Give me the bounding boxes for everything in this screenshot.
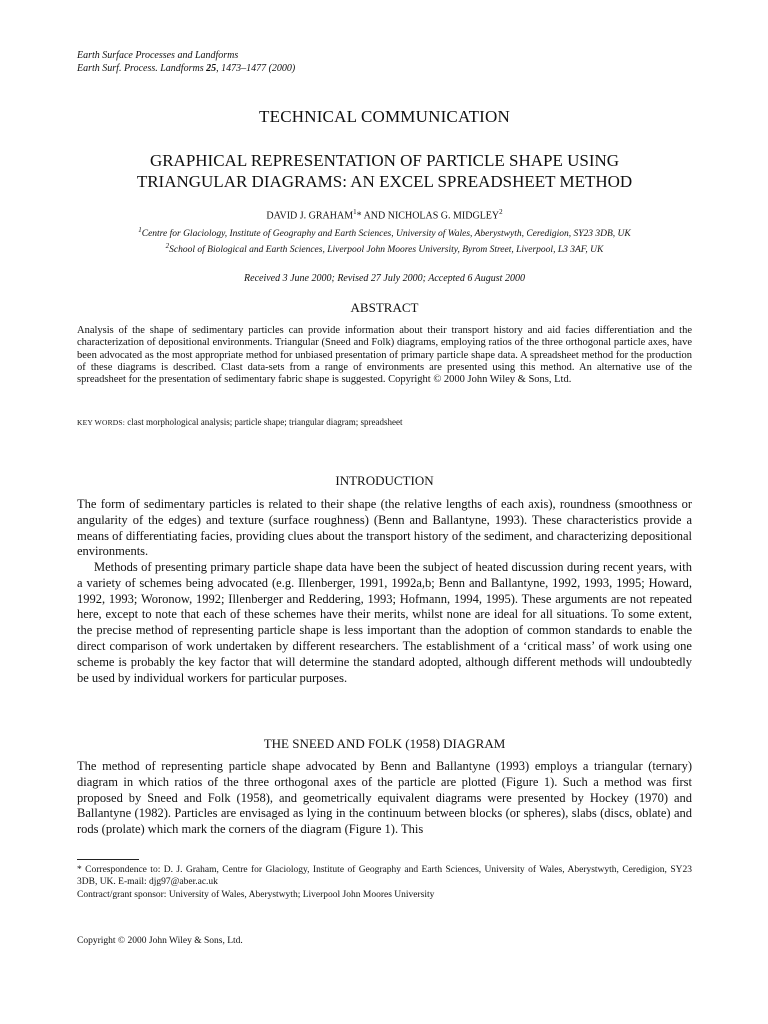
- introduction-paragraph-2: Methods of presenting primary particle shape data have been the subject of heated discussion during recent years, with a variety of schemes being advocated (e.g. Illenberger, 1991, 1992a,b; Benn and Ballantyne, 1992, 1993, 1995; Howard, 1992, 1993; Woronow, 1992; Illenberger and Reddering, 1993; Hofmann, 1994, 1995). These arguments are not repeated here, except to note that each of these schemes have their merits, whilst none are ideal for all situations. To some extent, the precise method of representing particle shape is less important than the adoption of common standards to enable the direct comparison of work undertaken by different researchers. The establishment of a ‘critical mass’ of work using one scheme is probably the key factor that will determine the standard adopted, although different methods will undoubtedly be used by individual workers for particular purposes.: [77, 560, 692, 685]
- title-line-2: TRIANGULAR DIAGRAMS: AN EXCEL SPREADSHEET METHOD: [136, 172, 633, 191]
- copyright-notice: Copyright © 2000 John Wiley & Sons, Ltd.: [77, 936, 243, 946]
- citation-prefix: Earth Surf. Process. Landforms: [77, 63, 204, 74]
- keywords-label: KEY WORDS:: [77, 418, 126, 427]
- author-2: NICHOLAS G. MIDGLEY: [387, 210, 500, 222]
- abstract-text: Analysis of the shape of sedimentary particles can provide information about their transport history and aid facies differentiation and the characterization of depositional environments. Triangular (Sneed and Folk) diagrams, employing ratios of the three orthogonal particle axes, have been advocated as the most appropriate method for unbiased presentation of primary particle shape data. A spreadsheet method for the production of these diagrams is described. Clast data-sets from a range of environments are presented using this method. An alternative use of the spreadsheet for the presentation of sedimentary fabric shape is suggested. Copyright © 2000 John Wiley & Sons, Ltd.: [77, 325, 692, 386]
- author-1-affil-mark: 1: [353, 208, 357, 216]
- keywords: [77, 417, 692, 427]
- affiliation-2-text: School of Biological and Earth Sciences, Liverpool John Moores University, Byrom Street, Liverpool, L3 3AF, UK: [169, 245, 604, 256]
- affiliation-1-mark: 1: [138, 226, 142, 234]
- sneed-folk-paragraph-1: The method of representing particle shape advocated by Benn and Ballantyne (1993) employs a triangular (ternary) diagram in which ratios of the three orthogonal axes of the particle are plotted (Figure 1). Such a method was first proposed by Sneed and Folk (1958), and geometrically equivalent diagrams were presented by Hockey (1970) and Ballantyne (1982). Particles are envisaged as lying in the continuum between blocks (or spheres), slabs (discs, oblate) and rods (prolate) which mark the corners of the diagram (Figure 1). This: [77, 759, 692, 837]
- affiliation-2-mark: 2: [165, 242, 170, 251]
- sneed-folk-heading: THE SNEED AND FOLK (1958) DIAGRAM: [263, 736, 506, 751]
- author-list: [77, 208, 692, 221]
- citation-volume: 25: [206, 63, 217, 74]
- author-joiner: AND: [361, 210, 388, 222]
- abstract-heading: ABSTRACT: [350, 300, 419, 315]
- author-1: DAVID J. GRAHAM: [266, 210, 354, 222]
- section-label: TECHNICAL COMMUNICATION: [259, 107, 510, 126]
- journal-name: Earth Surface Processes and Landforms: [77, 50, 239, 61]
- author-1-corresponding-mark: *: [356, 210, 362, 222]
- received-dates: Received 3 June 2000; Revised 27 July 2000; Accepted 6 August 2000: [244, 273, 525, 284]
- grant-footnote: Contract/grant sponsor: University of Wales, Aberystwyth; Liverpool John Moores University: [77, 889, 435, 900]
- footnote-rule: [77, 859, 139, 860]
- introduction-paragraph-1: The form of sedimentary particles is related to their shape (the relative lengths of each axis), roundness (smoothness or angularity of the edges) and texture (surface roughness) (Benn and Ballantyne, 1993). These characteristics provide a means of differentiating facies, providing clues about the transport history of the sediment, and characterizing depositional environments.: [77, 497, 692, 559]
- affiliation-1: [77, 224, 692, 240]
- citation-suffix: , 1473–1477 (2000): [216, 63, 296, 74]
- journal-header: [77, 49, 295, 75]
- title-line-1: GRAPHICAL REPRESENTATION OF PARTICLE SHAPE USING: [149, 151, 620, 170]
- affiliations: [77, 224, 692, 256]
- paper-page: [77, 0, 692, 1024]
- affiliation-2: [77, 240, 692, 256]
- keywords-text: clast morphological analysis; particle shape; triangular diagram; spreadsheet: [125, 417, 403, 427]
- author-2-affil-mark: 2: [499, 208, 503, 216]
- journal-citation: [77, 62, 295, 75]
- footnotes: [77, 864, 692, 901]
- correspondence-footnote: * Correspondence to: D. J. Graham, Centre for Glaciology, Institute of Geography and Earth Sciences, University of Wales, Aberystwyth, Ceredigion, SY23 3DB, UK. E-mail: djg97@aber.ac.uk: [77, 865, 692, 888]
- affiliation-1-text: Centre for Glaciology, Institute of Geography and Earth Sciences, University of Wales, Aberystwyth, Ceredigion, SY23 3DB, UK: [141, 229, 631, 240]
- introduction-heading: INTRODUCTION: [335, 473, 434, 488]
- paper-title: [77, 150, 692, 192]
